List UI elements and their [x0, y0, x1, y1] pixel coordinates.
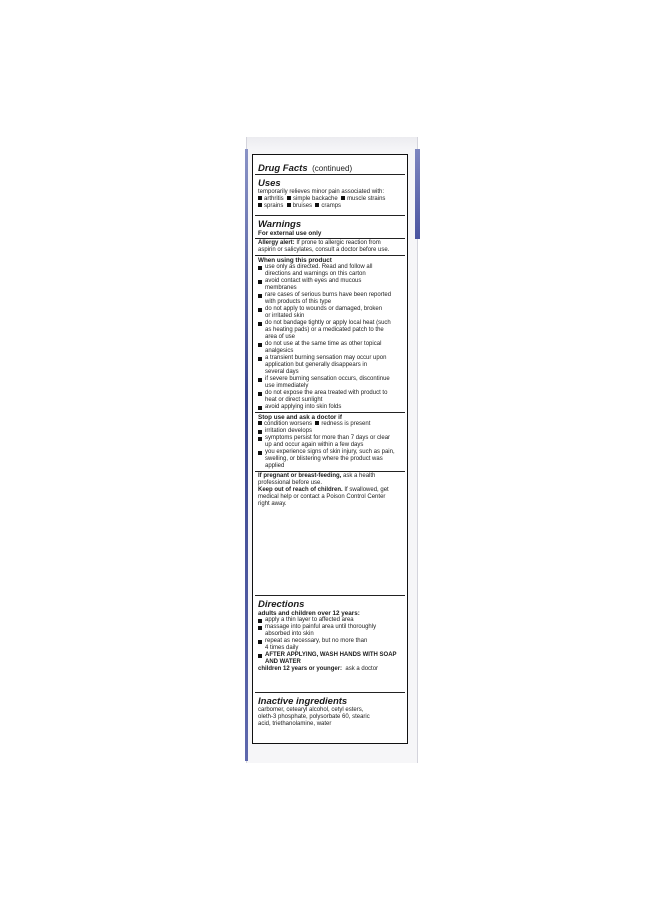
list-item-line: or irritated skin	[265, 313, 305, 319]
list-item	[258, 355, 402, 376]
list-item-line: membranes	[265, 285, 297, 291]
list-item-line: heat or direct sunlight	[265, 397, 323, 403]
directions-title: Directions	[258, 599, 305, 610]
children-young-row	[258, 666, 402, 673]
children-young-text: ask a doctor	[345, 666, 379, 672]
inline-item: simple backache	[293, 196, 338, 202]
divider	[255, 471, 405, 472]
list-item-line: if severe burning sensation occurs, discontinue	[265, 376, 390, 382]
list-item	[258, 341, 402, 355]
carton-left-edge-stripe	[245, 149, 248, 761]
bullet-square-icon	[258, 619, 262, 623]
list-item-line: repeat as necessary, but no more than	[265, 638, 368, 644]
carton-top-shade	[247, 137, 417, 151]
divider	[255, 255, 405, 256]
drug-facts-continued: (continued)	[312, 164, 353, 173]
bullet-square-icon	[258, 430, 262, 434]
stop-use-inline-row	[258, 421, 402, 428]
children-line-1: If swallowed, get	[342, 487, 389, 493]
bullet-square-icon	[258, 626, 262, 630]
bullet-square-icon	[315, 203, 319, 207]
list-item-line: as heating pads) or a medicated patch to the	[265, 327, 384, 333]
stop-use-list	[258, 428, 402, 470]
list-item	[258, 652, 402, 666]
wash-hands-line-2: AND WATER	[265, 659, 301, 665]
when-using-list	[258, 264, 402, 411]
list-item-line: do not expose the area treated with product to	[265, 390, 388, 396]
directions-list	[258, 617, 402, 652]
list-item	[258, 306, 402, 320]
uses-row-1	[258, 196, 402, 203]
list-item-line: you experience signs of skin injury, such as pain,	[265, 449, 395, 455]
list-item	[258, 624, 402, 638]
carton-right-edge-stripe	[415, 149, 420, 239]
list-item	[258, 428, 402, 435]
bullet-square-icon	[258, 203, 262, 207]
bullet-square-icon	[258, 654, 262, 658]
list-item-line: avoid contact with eyes and mucous	[265, 278, 362, 284]
list-item-line: directions and warnings on this carton	[265, 271, 366, 277]
list-item-line: analgesics	[265, 348, 294, 354]
inline-item: redness is present	[321, 421, 371, 427]
list-item	[258, 638, 402, 652]
drug-facts-header	[255, 157, 405, 175]
list-item-line: symptoms persist for more than 7 days or clear	[265, 435, 391, 441]
list-item-line: apply a thin layer to affected area	[265, 617, 354, 623]
divider	[255, 412, 405, 413]
list-item-line: avoid applying into skin folds	[265, 404, 342, 410]
inline-item: cramps	[321, 203, 342, 209]
list-item-line: with products of this type	[265, 299, 332, 305]
bullet-square-icon	[258, 196, 262, 200]
inline-item: arthritis	[264, 196, 284, 202]
list-item-line: area of use	[265, 334, 296, 340]
list-item	[258, 278, 402, 292]
list-item-line: use only as directed. Read and follow all	[265, 264, 373, 270]
bullet-square-icon	[258, 378, 262, 382]
bullet-square-icon	[258, 437, 262, 441]
children-warning	[258, 487, 402, 494]
pregnant-label: If pregnant or breast-feeding,	[258, 473, 342, 479]
list-item	[258, 292, 402, 306]
inline-item: sprains	[264, 203, 284, 209]
inactive-line-3: acid, triethanolamine, water	[258, 721, 332, 727]
bullet-square-icon	[258, 266, 262, 270]
list-item-line: irritation develops	[265, 428, 313, 434]
list-item	[258, 376, 402, 390]
list-item-line: application but generally disappears in	[265, 362, 368, 368]
list-item-line: absorbed into skin	[265, 631, 314, 637]
bullet-square-icon	[315, 421, 319, 425]
list-item	[258, 320, 402, 341]
warnings-section	[255, 218, 405, 596]
list-item	[258, 449, 402, 470]
bullet-square-icon	[258, 392, 262, 396]
list-item-line: applied	[265, 463, 285, 469]
inactive-line-1: carbomer, cetearyl alcohol, cetyl esters,	[258, 707, 364, 713]
bullet-square-icon	[258, 451, 262, 455]
adults-title: adults and children over 12 years:	[258, 610, 360, 617]
bullet-square-icon	[258, 294, 262, 298]
bullet-square-icon	[287, 203, 291, 207]
allergy-alert	[258, 240, 402, 247]
allergy-alert-line-1: If prone to allergic reaction from	[294, 240, 381, 246]
list-item-line: do not use at the same time as other topical	[265, 341, 382, 347]
bullet-square-icon	[258, 640, 262, 644]
children-line-2: medical help or contact a Poison Control Center	[258, 494, 386, 500]
list-item-line: do not bandage tightly or apply local heat (such	[265, 320, 391, 326]
bullet-square-icon	[287, 196, 291, 200]
list-item-line: massage into painful area until thoroughly	[265, 624, 377, 630]
list-item-line: a transient burning sensation may occur upon	[265, 355, 387, 361]
list-item-line: do not apply to wounds or damaged, broken	[265, 306, 383, 312]
list-item-line: swelling, or blistering where the product was	[265, 456, 383, 462]
inactive-section	[255, 695, 405, 735]
pregnant-line-1: ask a health	[341, 473, 376, 479]
stop-use-title: Stop use and ask a doctor if	[258, 414, 342, 421]
bullet-square-icon	[258, 322, 262, 326]
children-label: Keep out of reach of children.	[258, 487, 343, 493]
bullet-square-icon	[341, 196, 345, 200]
uses-row-2	[258, 203, 402, 210]
directions-section	[255, 598, 405, 693]
bullet-square-icon	[258, 421, 262, 425]
inactive-line-2: oleth-3 phosphate, polysorbate 60, stearic	[258, 714, 370, 720]
uses-section	[255, 177, 405, 216]
allergy-alert-label: Allergy alert:	[258, 240, 295, 246]
inline-item: condition worsens	[264, 421, 313, 427]
bullet-square-icon	[258, 343, 262, 347]
uses-intro: temporarily relieves minor pain associated with:	[258, 189, 385, 195]
list-item	[258, 390, 402, 404]
children-line-3: right away.	[258, 501, 287, 507]
bullet-square-icon	[258, 406, 262, 410]
inactive-title: Inactive ingredients	[258, 696, 348, 707]
list-item	[258, 617, 402, 624]
inline-item: muscle strains	[347, 196, 386, 202]
list-item-line: use immediately	[265, 383, 309, 389]
when-using-title: When using this product	[258, 257, 332, 264]
list-item	[258, 435, 402, 449]
pregnant-line-2: professional before use.	[258, 480, 323, 486]
drug-facts-panel	[252, 154, 408, 744]
allergy-alert-line-2: aspirin or salicylates, consult a doctor before use.	[258, 247, 390, 253]
list-item-line: rare cases of serious burns have been reported	[265, 292, 392, 298]
children-young-label: children 12 years or younger:	[258, 666, 343, 672]
bullet-square-icon	[258, 357, 262, 361]
list-item-line: up and occur again within a few days	[265, 442, 364, 448]
wash-hands-line-1: AFTER APPLYING, WASH HANDS WITH SOAP	[265, 652, 397, 658]
external-use-text: For external use only	[258, 230, 322, 237]
pregnant-warning	[258, 473, 402, 480]
bullet-square-icon	[258, 308, 262, 312]
list-item	[258, 404, 402, 411]
warnings-title: Warnings	[258, 219, 302, 230]
list-item-line: 4 times daily	[265, 645, 299, 651]
list-item	[258, 264, 402, 278]
list-item-line: several days	[265, 369, 299, 375]
inline-item: bruises	[292, 203, 313, 209]
drug-facts-title: Drug Facts	[258, 163, 308, 174]
uses-title: Uses	[258, 178, 281, 189]
divider	[255, 238, 405, 239]
bullet-square-icon	[258, 280, 262, 284]
